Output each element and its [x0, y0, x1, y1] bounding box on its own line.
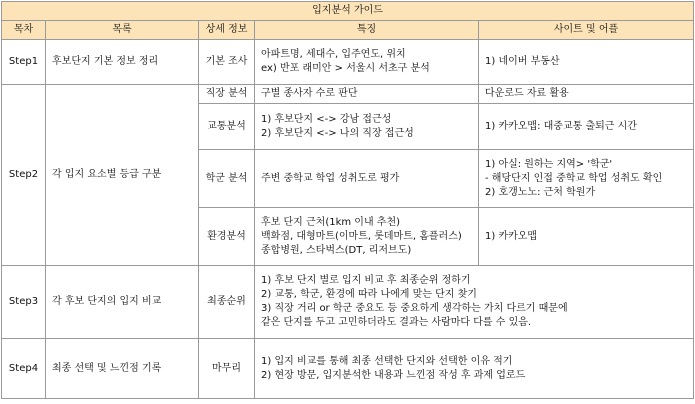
table-row	[2, 266, 694, 339]
step-list: 후보단지 기본 정보 정리	[46, 40, 199, 85]
header-detail: 상세 정보	[199, 21, 255, 40]
header-feature: 특징	[255, 21, 479, 40]
header-site: 사이트 및 어플	[479, 21, 694, 40]
step-label: Step4	[2, 339, 46, 399]
table-row	[2, 85, 694, 104]
site-cell: 1) 네이버 부동산	[479, 40, 694, 85]
site-cell: 다운로드 자료 활용	[479, 85, 694, 104]
detail-cell: 환경분석	[199, 208, 255, 266]
table-row	[2, 40, 694, 85]
feature-cell: 주변 중학교 학업 성취도로 평가	[255, 150, 479, 208]
site-cell: 1) 카카오맵	[479, 208, 694, 266]
feature-cell: 구별 종사자 수로 판단	[255, 85, 479, 104]
detail-cell: 교통분석	[199, 104, 255, 150]
guide-table	[1, 1, 694, 399]
site-cell: 1) 아실: 원하는 지역> '학군' - 해당단지 인접 중학교 학업 성취도 확인 2) 호갱노노: 근처 학원가	[479, 150, 694, 208]
feature-cell: 1) 후보단지 <-> 강남 접근성 2) 후보단지 <-> 나의 직장 접근성	[255, 104, 479, 150]
feature-cell: 1) 후보 단지 별로 입지 비교 후 최종순위 정하기 2) 교통, 학군, 환경에 따라 나에게 맞는 단지 찾기 3) 직장 거리 or 학군 중요도 등 중요하게 생각하는 가치 다르기 때문에 같은 단지를 두고 고민하더라도 결과는 사람마다 다를 수 있음.	[255, 266, 694, 339]
site-cell: 1) 카카오맵: 대중교통 출퇴근 시간	[479, 104, 694, 150]
table-row	[2, 339, 694, 399]
detail-cell: 직장 분석	[199, 85, 255, 104]
detail-cell: 학군 분석	[199, 150, 255, 208]
table-title: 입지분석 가이드	[2, 2, 694, 21]
step-label: Step2	[2, 85, 46, 266]
feature-cell: 아파트명, 세대수, 입주연도, 위치 ex) 반포 래미안 > 서울시 서초구 분석	[255, 40, 479, 85]
header-row	[2, 21, 694, 40]
feature-cell: 후보 단지 근처(1km 이내 추천) 백화점, 대형마트(이마트, 롯데마트, 홈플러스) 종합병원, 스타벅스(DT, 리저브도)	[255, 208, 479, 266]
step-list: 최종 선택 및 느낀점 기록	[46, 339, 199, 399]
detail-cell: 마무리	[199, 339, 255, 399]
step-label: Step1	[2, 40, 46, 85]
header-list: 목록	[46, 21, 199, 40]
feature-cell: 1) 입지 비교를 통해 최종 선택한 단지와 선택한 이유 적기 2) 현장 방문, 입지분석한 내용과 느낀점 작성 후 과제 업로드	[255, 339, 694, 399]
detail-cell: 최종순위	[199, 266, 255, 339]
step-list: 각 후보 단지의 입지 비교	[46, 266, 199, 339]
step-label: Step3	[2, 266, 46, 339]
step-list: 각 입지 요소별 등급 구분	[46, 85, 199, 266]
header-index: 목차	[2, 21, 46, 40]
detail-cell: 기본 조사	[199, 40, 255, 85]
